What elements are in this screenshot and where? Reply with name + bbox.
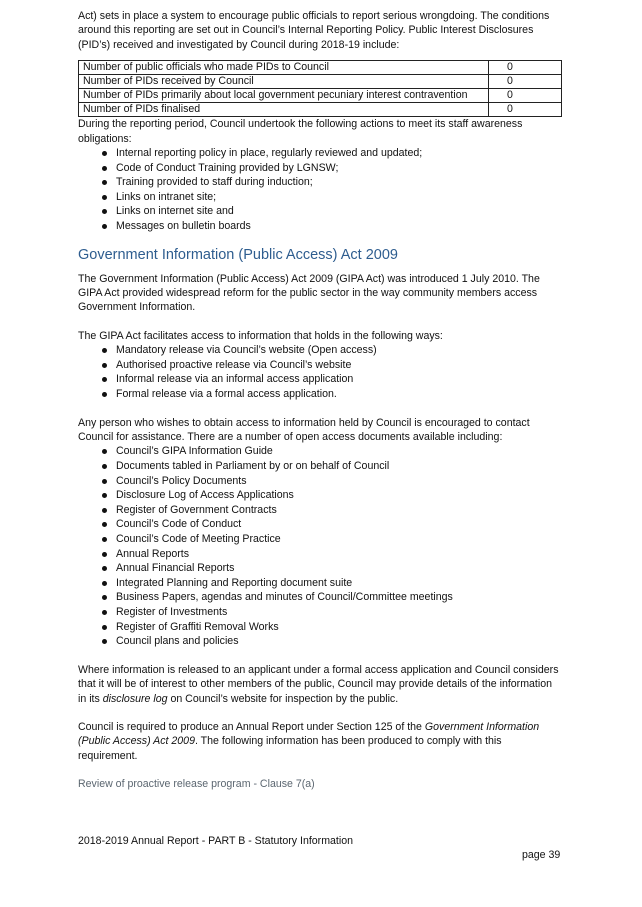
release-text-italic: disclosure log — [102, 692, 168, 705]
pid-row-value: 0 — [489, 89, 562, 103]
annual-text-2: . The following information has been produced to comply with this requirement. — [78, 735, 502, 762]
awareness-list-item: Links on intranet site; — [78, 190, 562, 205]
access-list-item: Authorised proactive release via Council’s website — [78, 358, 562, 373]
awareness-list-item: Messages on bulletin boards — [78, 219, 562, 234]
gipa-paragraph-2: The GIPA Act facilitates access to information that holds in the following ways: — [78, 329, 443, 342]
gipa-paragraph-3: Any person who wishes to obtain access to information held by Council is encouraged to contact Council for assistance. There are a number of open access documents available including: — [78, 416, 530, 443]
awareness-list — [78, 146, 562, 234]
open-document-item: Documents tabled in Parliament by or on behalf of Council — [78, 459, 562, 474]
open-document-item: Register of Investments — [78, 605, 562, 620]
document-page — [78, 9, 562, 792]
pid-row-value: 0 — [489, 61, 562, 75]
pid-row-value: 0 — [489, 103, 562, 117]
pid-row-label: Number of public officials who made PIDs to Council — [79, 61, 489, 75]
open-document-item: Integrated Planning and Reporting document suite — [78, 576, 562, 591]
open-document-item: Business Papers, agendas and minutes of Council/Committee meetings — [78, 590, 562, 605]
pid-table-row — [79, 61, 562, 75]
pid-table-row — [79, 103, 562, 117]
annual-text-1: Council is required to produce an Annual Report under Section 125 of the — [78, 720, 425, 733]
footer-title: 2018-2019 Annual Report - PART B - Statutory Information — [78, 835, 354, 847]
pid-row-label: Number of PIDs received by Council — [79, 75, 489, 89]
awareness-list-item: Code of Conduct Training provided by LGNSW; — [78, 161, 562, 176]
open-document-item: Annual Financial Reports — [78, 561, 562, 576]
open-documents-list — [78, 444, 562, 648]
awareness-list-item: Links on internet site and — [78, 204, 562, 219]
section-heading: Government Information (Public Access) Act 2009 — [78, 246, 398, 263]
access-list — [78, 343, 562, 401]
open-document-item: Council’s Code of Meeting Practice — [78, 532, 562, 547]
access-list-item: Formal release via a formal access application. — [78, 387, 562, 402]
pid-table-row — [79, 89, 562, 103]
pid-table — [78, 60, 562, 117]
release-text-2: on Council’s website for inspection by the public. — [167, 692, 399, 705]
annual-text-italic: Government Information (Public Access) Act 2009 — [78, 720, 540, 748]
awareness-intro: During the reporting period, Council undertook the following actions to meet its staff awareness obligations: — [78, 118, 523, 145]
pid-table-row — [79, 75, 562, 89]
intro-paragraph: Act) sets in place a system to encourage public officials to report serious wrongdoing. The conditions around this reporting are set out in Council’s Internal Reporting Policy. Public Interest Disclosures (PID’s) received and investigated by Council during 2018-19 include: — [78, 10, 550, 51]
access-list-item: Informal release via an informal access application — [78, 372, 562, 387]
open-document-item: Council’s Code of Conduct — [78, 517, 562, 532]
awareness-list-item: Training provided to staff during induction; — [78, 175, 562, 190]
open-document-item: Annual Reports — [78, 547, 562, 562]
gipa-paragraph-1: The Government Information (Public Access) Act 2009 (GIPA Act) was introduced 1 July 2010. The GIPA Act provided widespread reform for the public sector in the way community members access Government Information. — [78, 272, 540, 314]
release-paragraph — [78, 663, 562, 706]
open-document-item: Register of Government Contracts — [78, 503, 562, 518]
awareness-list-item: Internal reporting policy in place, regularly reviewed and updated; — [78, 146, 562, 161]
page-number: page 39 — [522, 849, 561, 861]
release-text-1: Where information is released to an applicant under a formal access application and Council considers that it will be of interest to other members of the public, Council may provide details of the information in its — [78, 663, 559, 705]
open-document-item: Disclosure Log of Access Applications — [78, 488, 562, 503]
annual-report-paragraph — [78, 720, 562, 763]
open-document-item: Register of Graffiti Removal Works — [78, 620, 562, 635]
open-document-item: Council’s Policy Documents — [78, 474, 562, 489]
pid-row-value: 0 — [489, 75, 562, 89]
review-caption: Review of proactive release program - Clause 7(a) — [78, 778, 315, 791]
pid-row-label: Number of PIDs primarily about local government pecuniary interest contravention — [79, 89, 489, 103]
open-document-item: Council plans and policies — [78, 634, 562, 649]
pid-row-label: Number of PIDs finalised — [79, 103, 489, 117]
access-list-item: Mandatory release via Council’s website (Open access) — [78, 343, 562, 358]
open-document-item: Council’s GIPA Information Guide — [78, 444, 562, 459]
